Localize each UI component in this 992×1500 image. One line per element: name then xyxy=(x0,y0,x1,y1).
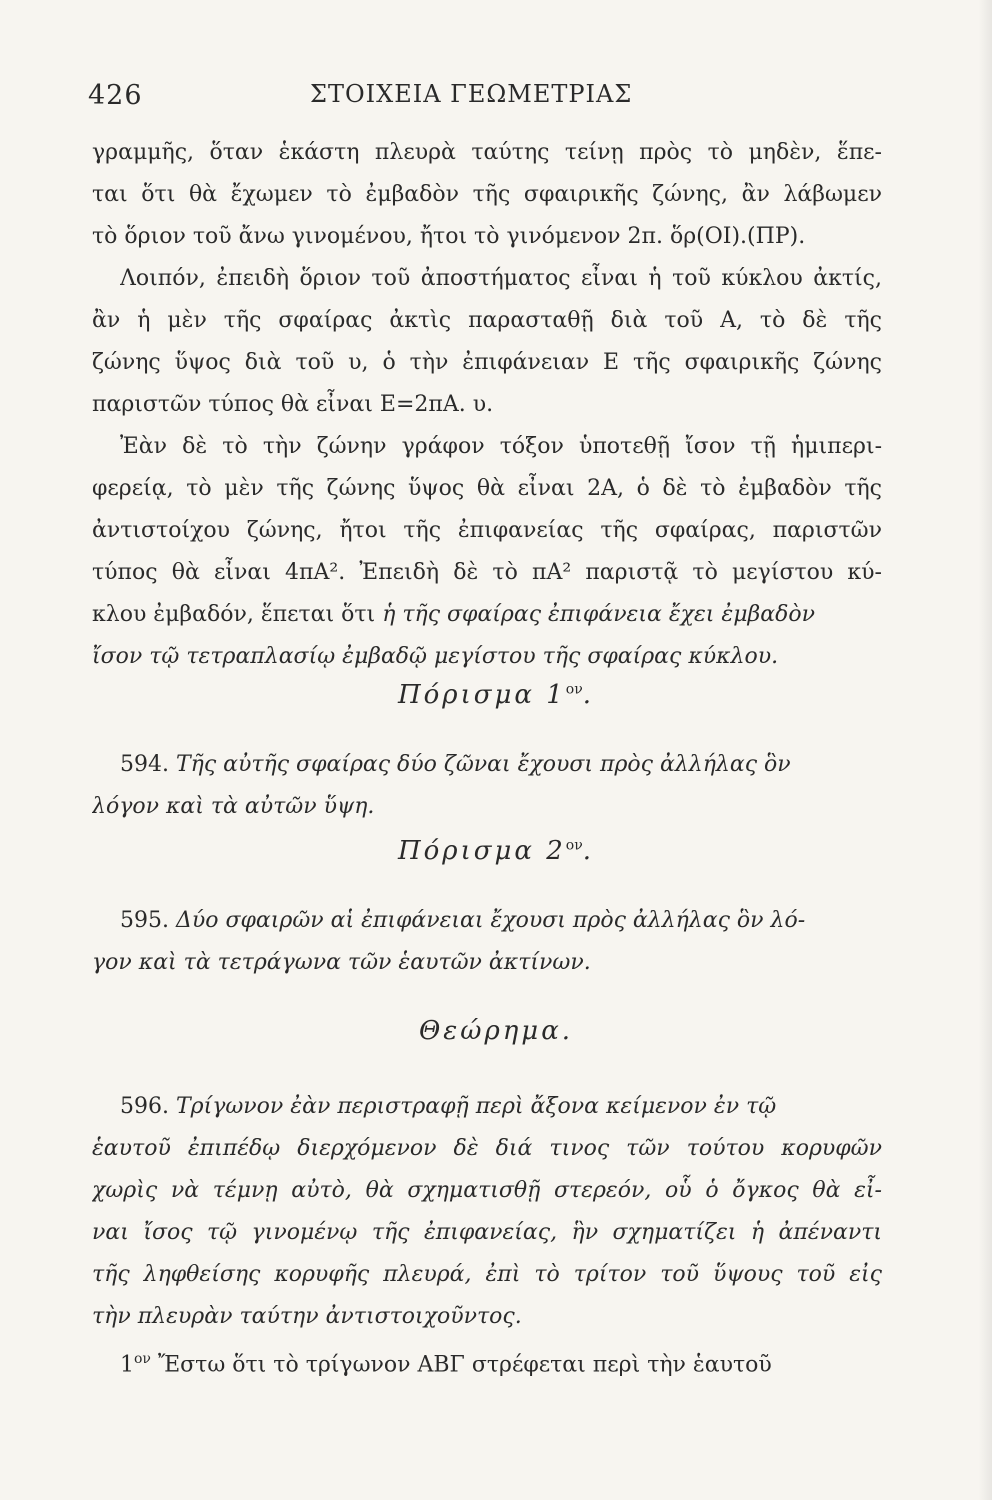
italic-statement: ἴσον τῷ τετραπλασίῳ ἐμβαδῷ μεγίστου τῆς σφαίρας κύκλου. xyxy=(92,644,779,669)
text-line: τὸ ὅριον τοῦ ἄνω γινομένου, ἤτοι τὸ γινόμενον 2π. ὅρ(ΟΙ).(ΠΡ). xyxy=(92,224,806,249)
text-segment: κλου ἐμβαδόν, ἕπεται ὅτι xyxy=(92,602,383,627)
statement-text: Τρίγωνον ἐὰν περιστραφῇ περὶ ἄξονα κείμενον ἐν τῷ xyxy=(175,1094,777,1119)
heading-text: Πόρισμα xyxy=(397,680,535,710)
text-line: γραμμῆς, ὅταν ἑκάστη πλευρὰ ταύτης τείνῃ πρὸς τὸ μηδὲν, ἕπε- xyxy=(92,140,882,165)
statement-text: λόγον καὶ τὰ αὐτῶν ὕψη. xyxy=(92,794,375,819)
page-number: 426 xyxy=(88,80,143,111)
text-line: ἀντιστοίχου ζώνης, ἤτοι τῆς ἐπιφανείας τῆς σφαίρας, παριστῶν xyxy=(92,518,882,543)
numbered-statement-596 xyxy=(120,1090,882,1124)
statement-number: 596. xyxy=(120,1094,169,1119)
text-line xyxy=(92,598,882,632)
heading-ordinal: 2 xyxy=(546,836,566,866)
ordinal-suffix: ον xyxy=(565,681,583,698)
text-line: Ἐὰν δὲ τὸ τὴν ζώνην γράφον τόξον ὑποτεθῇ ἴσον τῇ ἡμιπερι- xyxy=(120,434,882,459)
page-edge-shadow xyxy=(978,0,992,1500)
statement-text: Τῆς αὐτῆς σφαίρας δύο ζῶναι ἔχουσι πρὸς ἀλλήλας ὃν xyxy=(175,752,791,777)
page-header xyxy=(88,80,888,120)
proof-line xyxy=(120,1342,882,1382)
section-heading-porisma-2 xyxy=(0,836,992,866)
text-line: φερείᾳ, τὸ μὲν τῆς ζώνης ὕψος θὰ εἶναι 2Α, ὁ δὲ τὸ ἐμβαδὸν τῆς xyxy=(92,476,882,501)
ordinal-suffix: ον xyxy=(134,1351,151,1367)
statement-text: γον καὶ τὰ τετράγωνα τῶν ἑαυτῶν ἀκτίνων. xyxy=(92,950,591,975)
proof-text: Ἔστω ὅτι τὸ τρίγωνον ΑΒΓ στρέφεται περὶ τὴν ἑαυτοῦ xyxy=(157,1352,772,1378)
ordinal-suffix: ον xyxy=(565,837,583,854)
statement-text: τὴν πλευρὰν ταύτην ἀντιστοιχοῦντος. xyxy=(92,1304,522,1329)
statement-number: 594. xyxy=(120,752,169,777)
heading-period: . xyxy=(582,680,595,710)
text-line: ται ὅτι θὰ ἔχωμεν τὸ ἐμβαδὸν τῆς σφαιρικῆς ζώνης, ἂν λάβωμεν xyxy=(92,182,882,207)
heading-period: . xyxy=(582,836,595,866)
proof-ordinal: 1 xyxy=(120,1352,134,1378)
text-line: παριστῶν τύπος θὰ εἶναι Ε=2πΑ. υ. xyxy=(92,392,494,417)
text-line: τύπος θὰ εἶναι 4πΑ². Ἐπειδὴ δὲ τὸ πΑ² παριστᾷ τὸ μεγίστου κύ- xyxy=(92,560,882,585)
statement-text: ναι ἴσος τῷ γινομένῳ τῆς ἐπιφανείας, ἣν σχηματίζει ἡ ἀπέναντι xyxy=(92,1220,882,1245)
heading-ordinal: 1 xyxy=(546,680,566,710)
statement-text: Δύο σφαιρῶν αἱ ἐπιφάνειαι ἔχουσι πρὸς ἀλλήλας ὃν λό- xyxy=(175,908,806,933)
numbered-statement-594 xyxy=(120,748,882,782)
text-line: Λοιπόν, ἐπειδὴ ὅριον τοῦ ἀποστήματος εἶναι ἡ τοῦ κύκλου ἀκτίς, xyxy=(120,266,882,291)
numbered-statement-595 xyxy=(120,904,882,938)
text-line: ζώνης ὕψος διὰ τοῦ υ, ὁ τὴν ἐπιφάνειαν Ε τῆς σφαιρικῆς ζώνης xyxy=(92,350,882,375)
heading-text: Πόρισμα xyxy=(397,836,535,866)
italic-statement: ἡ τῆς σφαίρας ἐπιφάνεια ἔχει ἐμβαδὸν xyxy=(382,602,815,627)
running-title: ΣΤΟΙΧΕΙΑ ΓΕΩΜΕΤΡΙΑΣ xyxy=(310,80,633,108)
statement-text: τῆς ληφθείσης κορυφῆς πλευρά, ἐπὶ τὸ τρίτον τοῦ ὕψους τοῦ εἰς xyxy=(92,1262,882,1287)
section-heading-porisma-1 xyxy=(0,680,992,710)
statement-number: 595. xyxy=(120,908,169,933)
statement-text: χωρὶς νὰ τέμνῃ αὐτὸ, θὰ σχηματισθῇ στερεόν, οὗ ὁ ὄγκος θὰ εἶ- xyxy=(92,1178,882,1203)
text-line: ἂν ἡ μὲν τῆς σφαίρας ἀκτὶς παρασταθῇ διὰ τοῦ Α, τὸ δὲ τῆς xyxy=(92,308,882,333)
section-heading-theorem: Θεώρημα. xyxy=(418,1016,574,1046)
statement-text: ἑαυτοῦ ἐπιπέδῳ διερχόμενον δὲ διά τινος τῶν τούτου κορυφῶν xyxy=(92,1136,882,1161)
